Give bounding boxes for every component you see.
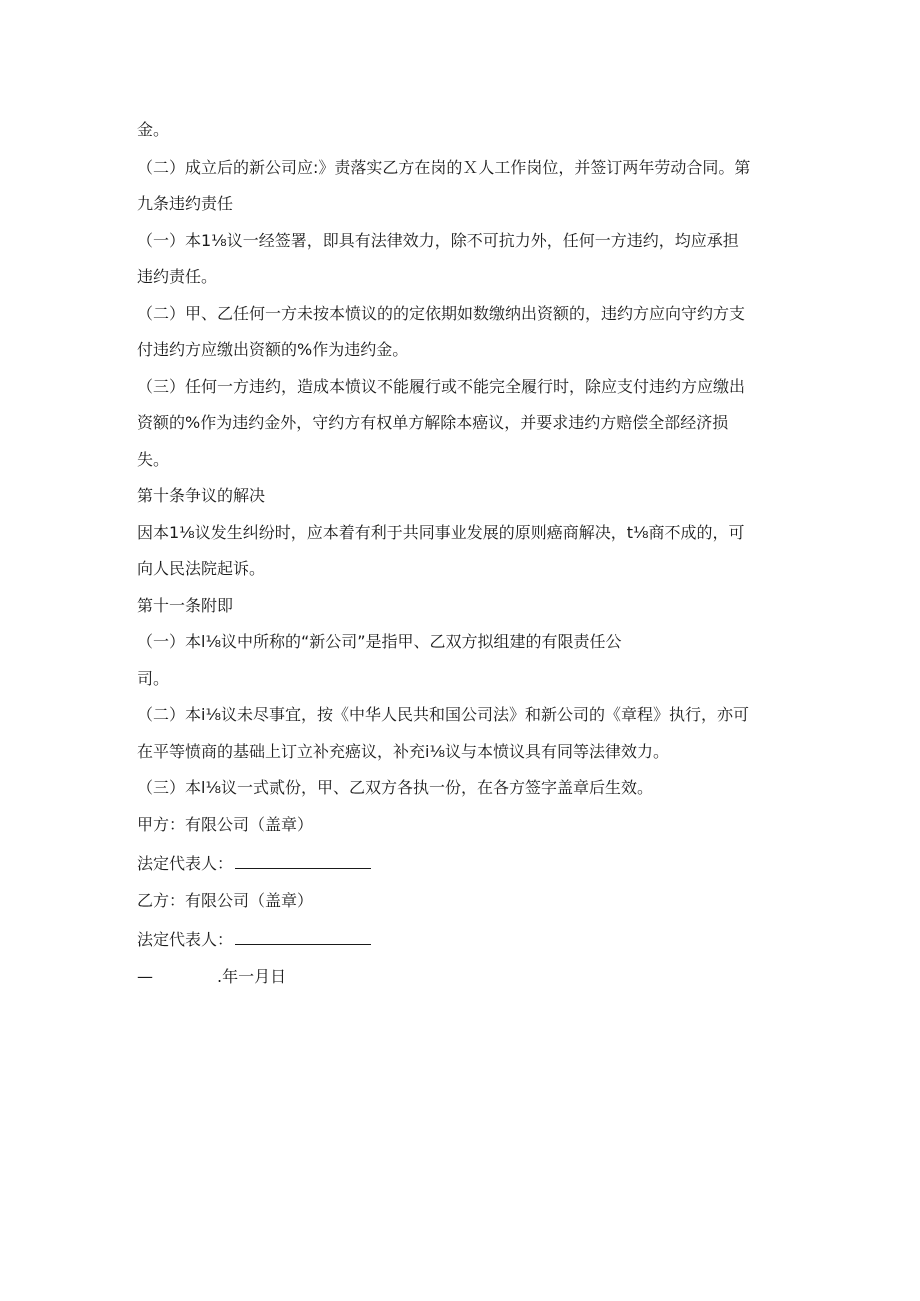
text-line: 司。 — [137, 669, 170, 688]
text-line: （二）本i⅛议未尽事宜，按《中华人民共和国公司法》和新公司的《章程》执行，亦可 — [137, 705, 749, 724]
text-line: 金。 — [137, 120, 170, 139]
section-heading: 第十条争议的解决 — [137, 486, 266, 505]
signature-b-row — [137, 928, 371, 951]
text-line: 违约责任。 — [137, 267, 218, 286]
date-text: .年一月日 — [217, 967, 287, 986]
party-a-line: 甲方：有限公司（盖章） — [137, 815, 314, 834]
section-heading: 第十一条附即 — [137, 596, 234, 615]
text-line: （一）本1⅛议一经签署，即具有法律效力，除不可抗力外，任何一方违约，均应承担 — [137, 231, 739, 250]
text-line: （二）甲、乙任何一方未按本愤议的的定依期如数缴纳出资额的，违约方应向守约方支 — [137, 304, 746, 323]
text-line: （一）本l⅛议中所称的“新公司”是指甲、乙双方拟组建的有限责任公 — [137, 632, 622, 651]
text-line: 失。 — [137, 450, 170, 469]
text-line: 向人民法院起诉。 — [137, 559, 266, 578]
text-line: （三）本l⅛议一式贰份，甲、乙双方各执一份，在各方签字盖章后生效。 — [137, 778, 653, 797]
text-line: 资额的%作为违约金外，守约方有权单方解除本癌议，并要求违约方赔偿全部经济损 — [137, 413, 729, 432]
signature-a-row — [137, 852, 371, 875]
signature-b-blank — [235, 928, 371, 945]
text-line: 在平等愤商的基础上订立补充癌议，补充i⅛议与本愤议具有同等法律效力。 — [137, 742, 669, 761]
party-b-line: 乙方：有限公司（盖章） — [137, 891, 314, 910]
date-dash: — — [137, 967, 153, 986]
text-line: 付违约方应缴出资额的%作为违约金。 — [137, 340, 409, 359]
signature-a-label: 法定代表人： — [137, 854, 234, 873]
text-line: （三）任何一方违约，造成本愤议不能履行或不能完全履行时，除应支付违约方应缴出 — [137, 377, 746, 396]
section-heading: 九条违约责任 — [137, 194, 234, 213]
text-line: 因本1⅛议发生纠纷时，应本着有利于共同事业发展的原则癌商解决，t⅛商不成的，可 — [137, 523, 745, 542]
signature-b-label: 法定代表人： — [137, 930, 234, 949]
text-line: （二）成立后的新公司应:》责落实乙方在岗的Ｘ人工作岗位，并签订两年劳动合同。第 — [137, 158, 751, 177]
date-row — [137, 966, 286, 988]
signature-a-blank — [235, 852, 371, 869]
